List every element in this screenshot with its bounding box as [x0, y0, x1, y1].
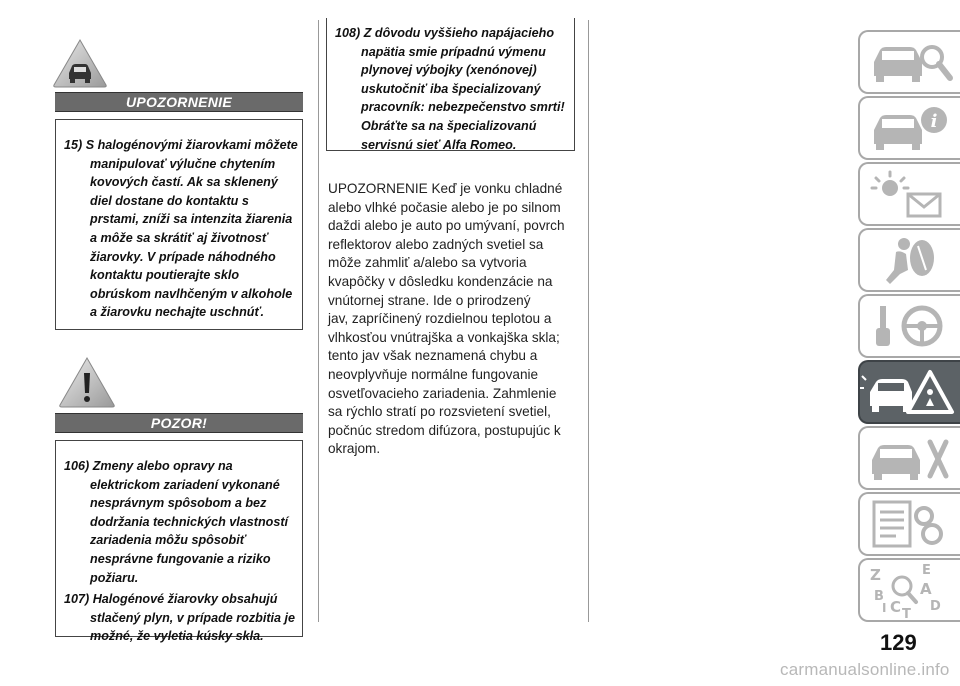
tab-technical-data[interactable] [858, 492, 960, 556]
body-line: UPOZORNENIE Keď je vonku chladné [328, 181, 563, 196]
body-line: okrajom. [328, 441, 381, 457]
condensation-paragraph [328, 180, 584, 459]
airbag-person-icon [860, 230, 960, 290]
body-line: neovplyvňuje normálne fungovanie [328, 366, 539, 382]
danger-header: POZOR! [55, 413, 303, 433]
warning-light-envelope-icon [860, 164, 960, 224]
tab-safety[interactable] [858, 228, 960, 292]
xenon-warning-box [326, 18, 575, 151]
index-letter: T [902, 607, 911, 620]
body-line: reflektorov alebo zadných svetiel sa [328, 236, 544, 252]
body-line: daždi alebo je auto po umývaní, povrch [328, 218, 565, 234]
body-line: môže zahmliť a/alebo sa vytvoria [328, 255, 527, 271]
car-emergency-icon [860, 362, 960, 422]
checklist-gear-icon [860, 494, 960, 554]
page-number: 129 [880, 630, 917, 655]
index-letter: A [920, 580, 932, 598]
car-info-icon [860, 98, 960, 158]
caution-car-icon [52, 38, 108, 88]
body-line: sa rýchlo stratí po rozsvietení svetiel, [328, 404, 551, 420]
tab-car-search[interactable] [858, 30, 960, 94]
index-letter: B [874, 589, 884, 604]
tab-maintenance[interactable] [858, 426, 960, 490]
warning-item: 15) S halogénovými žiarovkami môžete manipulovať výlučne chytením kovových častí. Ak sa sklenený diel dostane do kontaktu s prstami, zníži sa intenzita žiarenia a môže sa skrátiť aj životnosť žiarovky. V prípade náhodného kontaktu poutierajte sklo obrúskom navlhčeným v alkohole a žiarovku nechajte uschnúť. [64, 138, 298, 320]
key-steering-icon [860, 296, 960, 356]
body-line: jav, zapríčinený rozdielnou teplotou a [328, 311, 552, 327]
alphabet-index-icon [860, 560, 960, 620]
xenon-warning-item: 108) Z dôvodu vyššieho napájacieho napätia smie prípadnú výmenu plynovej výbojky (xenónovej) uskutočniť iba špecializovaný pracovník: nebezpečenstvo smrti! Obráťte sa na špecializovanú servisnú sieť Alfa Romeo. [335, 26, 565, 152]
car-tools-icon [860, 428, 960, 488]
index-letter: D [930, 599, 941, 614]
body-line: počnúc stredom difúzora, postupujúc k [328, 422, 561, 438]
warning-header: UPOZORNENIE [55, 92, 303, 112]
body-line: vnútornej strane. Ide o prirodzený [328, 292, 531, 308]
tab-car-info[interactable] [858, 96, 960, 160]
danger-item: 107) Halogénové žiarovky obsahujú stlačený plyn, v prípade rozbitia je možné, že vyletia kúsky skla. [64, 592, 296, 644]
warning-box [55, 119, 303, 330]
danger-box [55, 440, 303, 644]
car-search-icon [860, 32, 960, 92]
index-letter: Z [870, 566, 881, 584]
danger-item: 106) Zmeny alebo opravy na elektrickom zariadení vykonané nesprávnym spôsobom a bez dodržania technických vlastností zariadenia môžu spôsobiť nesprávne fungovanie a riziko požiaru. [64, 459, 289, 585]
svg-text:i: i [930, 111, 938, 132]
watermark: carmanualsonline.info [780, 660, 950, 679]
column-divider [588, 20, 589, 622]
body-line: osvetľovacieho zariadenia. Zahmlenie [328, 385, 557, 401]
tab-emergency[interactable] [858, 360, 960, 424]
body-line: alebo vlhké počasie alebo je po silnom [328, 199, 561, 215]
tab-index[interactable] [858, 558, 960, 622]
tab-starting-driving[interactable] [858, 294, 960, 358]
index-letter: C [890, 598, 902, 616]
exclamation-warning-icon [58, 356, 116, 408]
column-divider [318, 20, 319, 622]
index-letter: I [882, 601, 887, 615]
index-letter: E [922, 563, 931, 578]
body-line: kvapôčky v dôsledku kondenzácie na [328, 273, 553, 289]
body-line: vlhkosťou vnútrajška a vonkajška skla; [328, 329, 560, 345]
body-line: tento jav však neznamená chybu a [328, 348, 538, 364]
tab-warning-lights[interactable] [858, 162, 960, 226]
